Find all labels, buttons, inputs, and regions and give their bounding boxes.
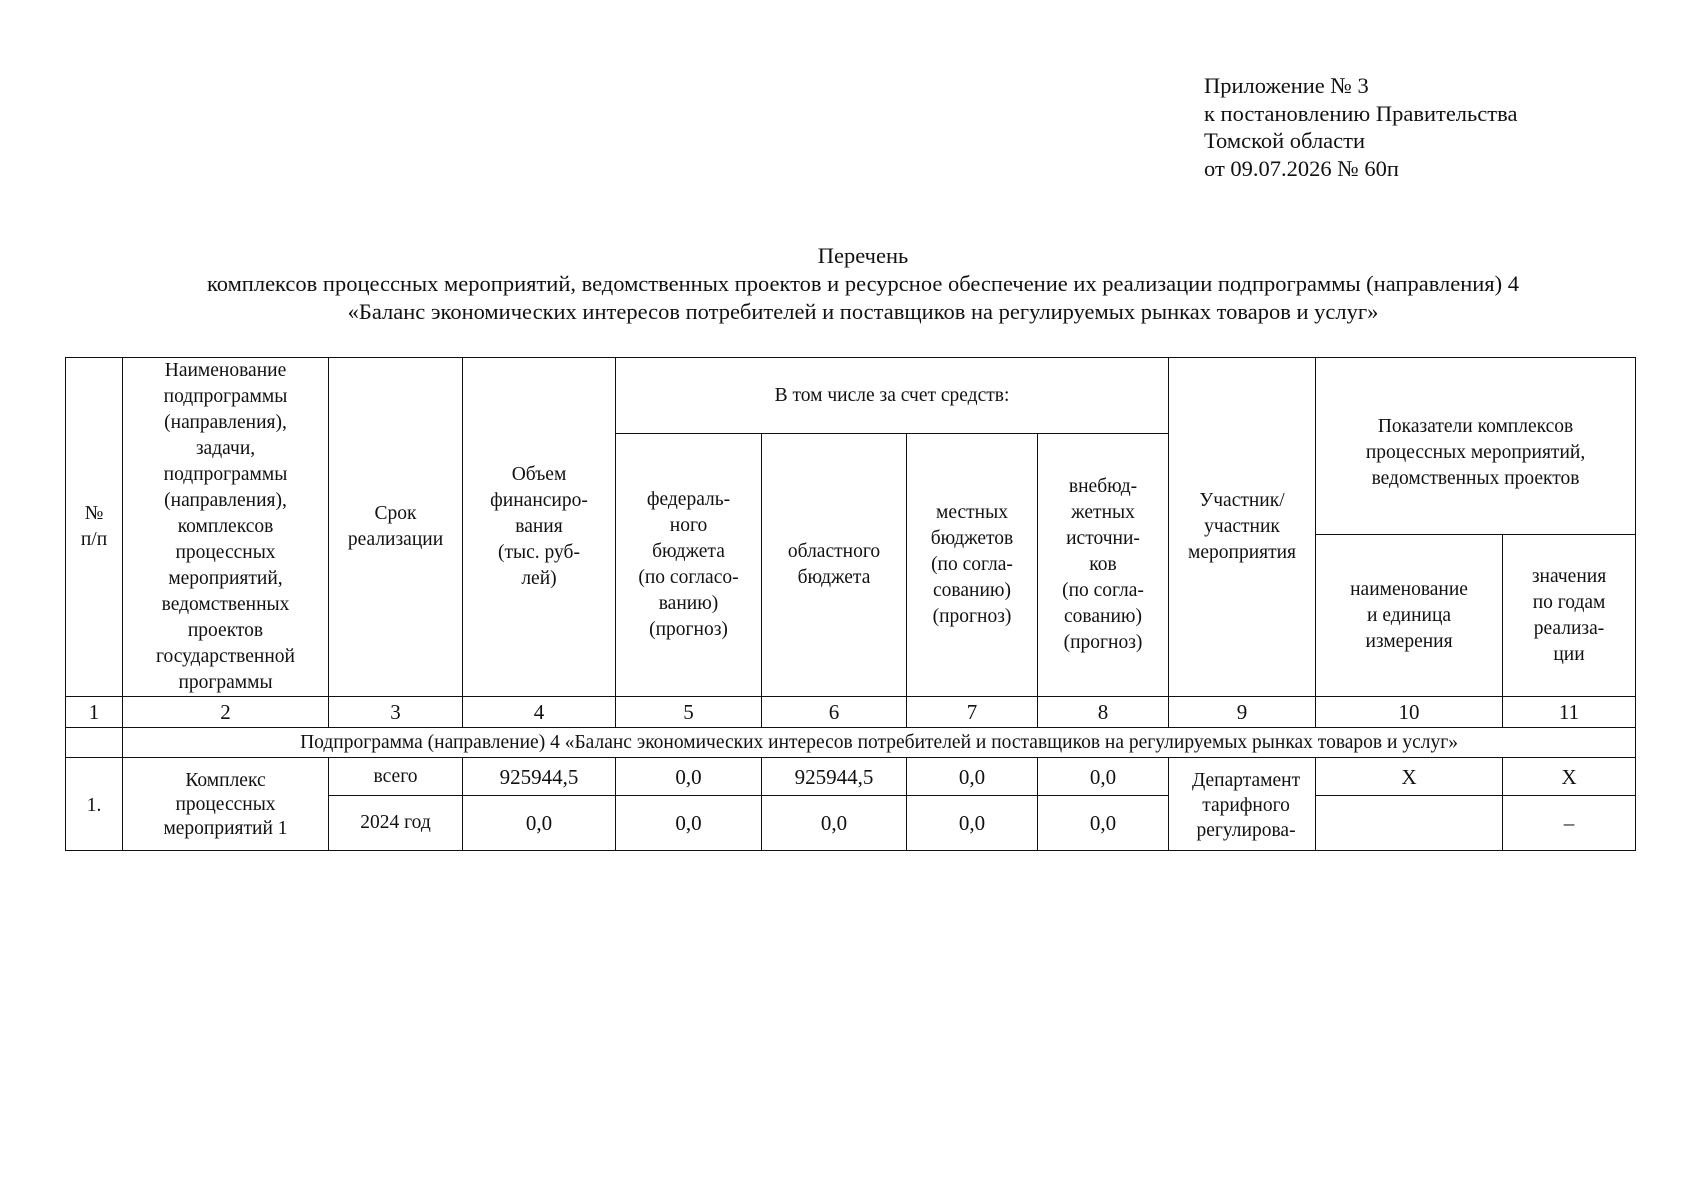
subprogram-row xyxy=(66,728,1636,758)
text-line: (прогноз) xyxy=(932,606,1012,627)
text-line: реализа- xyxy=(1533,617,1605,639)
text-line: регулирова- xyxy=(1196,819,1296,841)
text-line: по годам xyxy=(1532,591,1606,613)
appendix-line-2: к постановлению Правительства xyxy=(1204,100,1518,126)
text-line: комплексов xyxy=(177,516,274,537)
local-cell: 0,0 xyxy=(907,796,1038,851)
text-line: Комплекс xyxy=(185,770,266,791)
text-line: Срок xyxy=(374,503,417,524)
column-number: 7 xyxy=(907,697,1038,728)
text-line: участник xyxy=(1204,516,1280,537)
column-number: 9 xyxy=(1169,697,1316,728)
header-name xyxy=(123,358,329,697)
header-volume xyxy=(463,358,616,697)
extra-cell: 0,0 xyxy=(1038,758,1169,796)
title-line-1: Перечень xyxy=(817,243,909,268)
column-number: 6 xyxy=(762,697,907,728)
text-line: Объем xyxy=(511,464,567,485)
text-line: (тыс. руб- xyxy=(498,542,580,563)
item-name xyxy=(123,758,329,851)
title-line-2: комплексов процессных мероприятий, ведомственных проектов и ресурсное обеспечение их реализации подпрограммы (направления) 4 xyxy=(206,271,1520,296)
subprogram-title: Подпрограмма (направление) 4 «Баланс экономических интересов потребителей и поставщиков на регулируемых рынках товаров и услуг» xyxy=(123,728,1636,758)
text-line: № xyxy=(84,503,104,524)
text-line: (прогноз) xyxy=(649,619,728,640)
column-number: 2 xyxy=(123,697,329,728)
term-cell: всего xyxy=(329,758,463,796)
financing-table xyxy=(65,357,1636,851)
text-line: Наименование xyxy=(164,360,287,381)
document-title xyxy=(60,242,1666,326)
text-line: местных xyxy=(936,502,1008,523)
text-line: подпрограммы xyxy=(163,386,288,407)
indicator-name-cell: Х xyxy=(1316,758,1503,796)
column-number: 11 xyxy=(1503,697,1636,728)
column-number: 10 xyxy=(1316,697,1503,728)
regional-cell: 0,0 xyxy=(762,796,907,851)
text-line: бюджета xyxy=(652,541,725,562)
extra-cell: 0,0 xyxy=(1038,796,1169,851)
appendix-line-3: Томской области xyxy=(1204,128,1366,153)
text-line: жетных xyxy=(1071,502,1135,523)
appendix-block xyxy=(1204,72,1517,182)
text-line: бюджетов xyxy=(930,528,1014,549)
text-line: ции xyxy=(1553,643,1585,665)
text-line: (по согласо- xyxy=(638,567,739,588)
text-line: вания xyxy=(515,516,563,537)
text-line: значения xyxy=(1531,565,1607,587)
text-line: областного xyxy=(787,541,881,562)
column-numbers-row xyxy=(66,697,1636,728)
text-line: государственной xyxy=(156,646,295,667)
text-line: п/п xyxy=(80,529,108,550)
text-line: задачи, xyxy=(195,438,256,459)
column-number: 1 xyxy=(66,697,123,728)
appendix-line-1: Приложение № 3 xyxy=(1204,73,1369,98)
header-indicators-text xyxy=(1318,414,1633,492)
volume-cell: 925944,5 xyxy=(463,758,616,796)
column-number: 8 xyxy=(1038,697,1169,728)
text-line: ведомственных проектов xyxy=(1371,468,1580,489)
text-line: процессных xyxy=(175,794,276,815)
indicator-values-cell: – xyxy=(1503,796,1636,851)
text-line: мероприятия xyxy=(1188,542,1297,563)
header-regional xyxy=(762,434,907,697)
text-line: тарифного xyxy=(1202,794,1290,816)
text-line: бюджета xyxy=(797,567,871,588)
table-row xyxy=(66,758,1636,796)
participant-cell xyxy=(1169,758,1316,851)
text-line: внебюд- xyxy=(1068,476,1138,497)
text-line: проектов xyxy=(187,620,264,641)
header-ind-name xyxy=(1316,535,1503,697)
subprogram-empty-cell xyxy=(66,728,123,758)
text-line: (направления), xyxy=(164,490,287,511)
text-line: ведомственных xyxy=(161,594,290,615)
federal-cell: 0,0 xyxy=(616,796,762,851)
text-line: федераль- xyxy=(646,489,731,510)
text-line: наименование xyxy=(1350,578,1468,600)
header-ind-values xyxy=(1503,535,1636,697)
text-line: Департамент xyxy=(1191,769,1301,791)
header-including: В том числе за счет средств: xyxy=(616,358,1169,434)
text-line: Участник/ xyxy=(1199,490,1285,511)
indicator-name-cell xyxy=(1316,796,1503,851)
text-line: ков xyxy=(1089,554,1117,575)
volume-cell: 0,0 xyxy=(463,796,616,851)
text-line: и единица xyxy=(1367,604,1452,626)
text-line: источни- xyxy=(1066,528,1140,549)
item-number: 1. xyxy=(66,758,123,851)
text-line: реализации xyxy=(347,529,444,550)
text-line: мероприятий 1 xyxy=(163,818,288,839)
text-line: ванию) xyxy=(658,593,719,614)
text-line: (по согла- xyxy=(1062,580,1144,601)
text-line: сованию) xyxy=(933,580,1011,601)
text-line: (направления), xyxy=(164,412,287,433)
text-line: программы xyxy=(178,672,273,693)
text-line: процессных xyxy=(175,542,276,563)
text-line: ного xyxy=(669,515,708,536)
header-participant xyxy=(1169,358,1316,697)
regional-cell: 925944,5 xyxy=(762,758,907,796)
term-cell: 2024 год xyxy=(329,796,463,851)
text-line: (прогноз) xyxy=(1063,632,1143,653)
header-local xyxy=(907,434,1038,697)
text-line: подпрограммы xyxy=(163,464,288,485)
header-num xyxy=(66,358,123,697)
federal-cell: 0,0 xyxy=(616,758,762,796)
text-line: сованию) xyxy=(1064,606,1142,627)
header-term xyxy=(329,358,463,697)
text-line: Показатели комплексов xyxy=(1377,416,1574,437)
header-federal xyxy=(616,434,762,697)
column-number: 3 xyxy=(329,697,463,728)
local-cell: 0,0 xyxy=(907,758,1038,796)
text-line: лей) xyxy=(521,568,557,589)
indicator-values-cell: Х xyxy=(1503,758,1636,796)
text-line: процессных мероприятий, xyxy=(1365,442,1586,463)
text-line: измерения xyxy=(1365,630,1453,652)
header-indicators xyxy=(1316,358,1636,535)
column-number: 5 xyxy=(616,697,762,728)
text-line: (по согла- xyxy=(931,554,1013,575)
text-line: мероприятий, xyxy=(168,568,283,589)
column-number: 4 xyxy=(463,697,616,728)
appendix-line-4: от 09.07.2026 № 60п xyxy=(1204,155,1399,181)
header-extra xyxy=(1038,434,1169,697)
text-line: финансиро- xyxy=(490,490,588,511)
title-line-3: «Баланс экономических интересов потребителей и поставщиков на регулируемых рынках товаров и услуг» xyxy=(347,299,1379,324)
